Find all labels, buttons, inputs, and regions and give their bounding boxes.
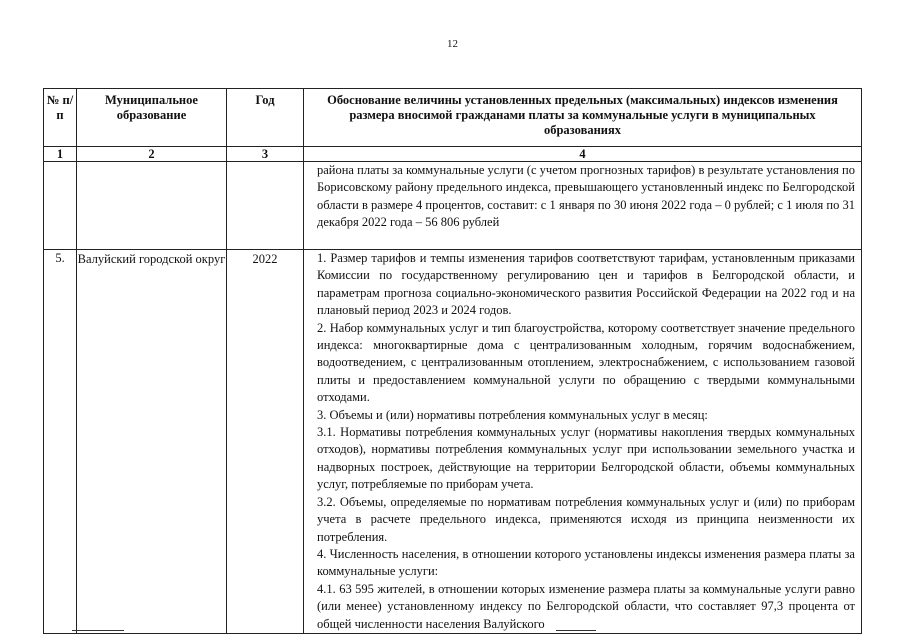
index-justification-table bbox=[43, 88, 862, 634]
header-justification: Обоснование величины установленных предельных (максимальных) индексов изменения размера вносимой гражданами платы за коммунальные услуги в муниципальных образованиях bbox=[304, 89, 862, 147]
paragraph-4-1: 4.1. 63 595 жителей, в отношении которых изменение размера платы за коммунальные услуги равно (или менее) установленному индексу по Белгородской области, что составляет 97,3 процента от общей численности населения Валуйского bbox=[317, 581, 855, 631]
header-number: № п/п bbox=[44, 89, 77, 147]
footer-rule-center bbox=[556, 630, 596, 631]
paragraph-1: 1. Размер тарифов и темпы изменения тарифов соответствуют тарифам, установленным приказами Комиссии по государственному регулированию цен и тарифов в Белгородской области, и параметрам прогноза социально-экономического развития Российской Федерации на 2022 год и на плановый период 2023 и 2024 годов. bbox=[317, 251, 855, 318]
continuation-row bbox=[44, 162, 862, 250]
column-number-4: 4 bbox=[304, 147, 862, 162]
table-header-row bbox=[44, 89, 862, 147]
column-number-row bbox=[44, 147, 862, 162]
column-number-1: 1 bbox=[44, 147, 77, 162]
row-number: 5. bbox=[44, 250, 77, 634]
paragraph-4: 4. Численность населения, в отношении которого установлены индексы изменения размера платы за коммунальные услуги: bbox=[317, 546, 855, 579]
continuation-text: района платы за коммунальные услуги (с учетом прогнозных тарифов) в результате установления по Борисовскому району предельного индекса, превышающего установленный индекс по Белгородской области в размере 4 процентов, составит: с 1 января по 30 июня 2022 года – 0 рублей; с 1 июля по 31 декабря 2022 года – 56 806 рублей bbox=[304, 162, 862, 250]
header-municipality: Муниципальное образование bbox=[77, 89, 227, 147]
paragraph-2: 2. Набор коммунальных услуг и тип благоустройства, которому соответствует значение предельного индекса: многоквартирные дома с централизованным холодным, горячим водоснабжением, водоотведением, с централизованным отоплением, электроснабжением, с использованием газовой плиты и предоставлением коммунальной услуги по обращению с твердыми коммунальными отходами. bbox=[317, 320, 855, 405]
paragraph-3: 3. Объемы и (или) нормативы потребления коммунальных услуг в месяц: bbox=[317, 407, 708, 422]
footer-rule-left bbox=[72, 630, 124, 631]
column-number-2: 2 bbox=[77, 147, 227, 162]
paragraph-3-1: 3.1. Нормативы потребления коммунальных услуг (нормативы накопления твердых коммунальных отходов), нормативы потребления коммунальных услуг при использовании земельного участка и надворных построек, действующие на территории Белгородской области, объемы коммунальных услуг, потребляемые по приборам учета. bbox=[317, 425, 855, 492]
row-justification bbox=[304, 250, 862, 634]
table-row bbox=[44, 250, 862, 634]
paragraph-3-2: 3.2. Объемы, определяемые по нормативам потребления коммунальных услуг и (или) по приборам учета в расчете предельного индекса, применяются исходя из принципа неизменности их потребления. bbox=[317, 494, 855, 544]
column-number-3: 3 bbox=[227, 147, 304, 162]
page-number: 12 bbox=[447, 38, 458, 50]
row-municipality: Валуйский городской округ bbox=[77, 250, 227, 634]
row-year: 2022 bbox=[227, 250, 304, 634]
header-year: Год bbox=[227, 89, 304, 147]
